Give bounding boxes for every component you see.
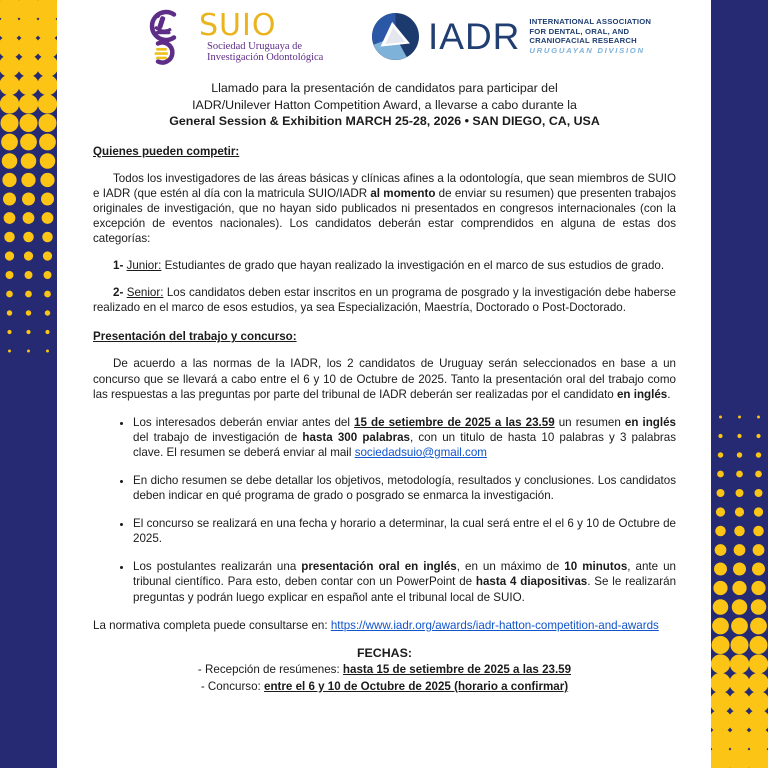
section-heading-presentation: Presentación del trabajo y concurso: bbox=[93, 330, 297, 344]
text-run: entre el 6 y 10 de Octubre de 2025 (horario a confirmar) bbox=[264, 679, 569, 693]
text-run: Los interesados deberán enviar antes del bbox=[133, 415, 355, 429]
text-run: Estudiantes de grado que hayan realizado la investigación en el marco de sus estudios de grado. bbox=[161, 259, 665, 273]
text-run: , ante un tribunal científico. Para esto, deben contar con un PowerPoint de bbox=[133, 560, 676, 589]
link[interactable]: https://www.iadr.org/awards/iadr-hatton-competition-and-awards bbox=[330, 618, 659, 632]
announcement-title-line1: Llamado para la presentación de candidatos para participar del bbox=[211, 81, 558, 95]
text-run: de enviar su resumen) que presenten trabajos originales de investigación, que no hayan sido publicados ni presentados en congresos internacionales (con la excepción de eventos nacionales). Los candidatos deberán estar comprendidos en alguna de estas dos categorías: bbox=[93, 186, 677, 245]
text-run: al momento bbox=[370, 186, 436, 200]
iadr-association-line3: CRANIOFACIAL RESEARCH bbox=[529, 36, 637, 46]
paragraph-full-rules bbox=[93, 618, 676, 633]
list-item-oral-presentation bbox=[133, 559, 676, 604]
iadr-division-label: URUGUAYAN DIVISION bbox=[529, 45, 645, 55]
text-run: Junior: bbox=[126, 259, 162, 273]
right-halftone-dots-border bbox=[711, 0, 768, 768]
paragraph-category-junior bbox=[93, 258, 676, 273]
dates-contest-line bbox=[93, 678, 676, 695]
list-item-abstract-contents bbox=[133, 473, 676, 503]
suio-acronym: SUIO bbox=[199, 7, 277, 43]
logo-header bbox=[0, 0, 768, 74]
text-run: - Concurso: bbox=[200, 679, 264, 693]
paragraph-selection-process bbox=[93, 356, 676, 401]
suio-tagline-line1: Sociedad Uruguaya de bbox=[207, 40, 303, 52]
text-run: . bbox=[667, 387, 671, 401]
paragraph-category-senior bbox=[93, 285, 676, 315]
iadr-logo-text bbox=[529, 17, 651, 56]
text-run: 1- bbox=[113, 259, 127, 273]
text-run: 2- bbox=[113, 286, 127, 300]
text-run: en inglés bbox=[624, 415, 676, 429]
text-run: Senior: bbox=[126, 286, 164, 300]
text-run: del trabajo de investigación de bbox=[133, 430, 303, 444]
iadr-logo bbox=[372, 13, 651, 60]
list-item-contest-date bbox=[133, 516, 676, 546]
suio-microscope-icon bbox=[136, 8, 194, 66]
text-run: en inglés bbox=[616, 387, 668, 401]
announcement-title-line2: IADR/Unilever Hatton Competition Award, a llevarse a cabo durante la bbox=[192, 97, 577, 112]
text-run: En dicho resumen se debe detallar los objetivos, metodología, resultados y conclusiones. Los candidatos deben indicar en qué programa de grado o posgrado se enmarca la investigación. bbox=[133, 474, 676, 503]
text-run: , con un titulo de hasta 10 palabras y 3 palabras clave. El resumen se deberá enviar al mail bbox=[133, 430, 676, 459]
text-run: hasta 15 de setiembre de 2025 a las 23.59 bbox=[342, 662, 572, 676]
text-run: un resumen bbox=[554, 415, 625, 429]
text-run: hasta 4 diapositivas bbox=[475, 575, 588, 589]
text-run: . Se le realizarán preguntas y podrán luego explicar en español ante el tribunal local de SUIO. bbox=[133, 575, 677, 604]
text-run: El concurso se realizará en una fecha y horario a determinar, la cual será entre el el 6 y 10 de Octubre de 2025. bbox=[133, 517, 676, 546]
text-run: De acuerdo a las normas de la IADR, los 2 candidatos de Uruguay serán seleccionados en base a un concurso que se llevará a cabo entre el 6 y 10 de Octubre de 2025. Tanto la presentación oral del trabajo como las respuestas a las preguntas por parte del tribunal de IADR deberán ser realizadas por el candidato bbox=[93, 357, 676, 401]
text-run: presentación oral en inglés bbox=[301, 560, 457, 574]
announcement-title-line3: General Session & Exhibition MARCH 25-28, 2026 • SAN DIEGO, CA, USA bbox=[169, 114, 600, 128]
text-run: 15 de setiembre de 2025 a las 23.59 bbox=[354, 415, 555, 429]
suio-logo bbox=[136, 8, 323, 66]
text-run: - Recepción de resúmenes: bbox=[197, 662, 343, 676]
suio-logo-text bbox=[199, 7, 324, 64]
suio-tagline-line2: Investigación Odontológica bbox=[207, 52, 324, 63]
iadr-association-line2: FOR DENTAL, ORAL, AND bbox=[529, 26, 630, 36]
text-run: Todos los investigadores de las áreas básicas y clínicas afines a la odontología, que sean miembros de SUIO e IADR (que estén al día con la matricula SUIO/IADR bbox=[93, 171, 676, 200]
announcement-body bbox=[93, 80, 676, 695]
text-run: 10 minutos bbox=[564, 560, 628, 574]
text-run: hasta 300 palabras bbox=[302, 430, 411, 444]
iadr-circle-triangle-icon bbox=[372, 13, 419, 60]
text-run: Los candidatos deben estar inscritos en un programa de posgrado y la investigación debe haberse realizado en el marco de esos estudios, ya sea Especialización, Maestría, Doctorado o Post-Doctorado. bbox=[93, 286, 677, 315]
dates-heading: FECHAS: bbox=[356, 645, 413, 660]
link[interactable]: sociedadsuio@gmail.com bbox=[354, 445, 487, 459]
text-run: , en un máximo de bbox=[456, 560, 565, 574]
dates-section bbox=[93, 645, 676, 695]
requirements-list bbox=[93, 415, 676, 605]
iadr-acronym: IADR bbox=[428, 16, 521, 57]
dates-reception-line bbox=[93, 661, 676, 678]
left-halftone-dots-border bbox=[0, 0, 57, 768]
paragraph-eligibility bbox=[93, 171, 676, 246]
section-heading-who-can-compete: Quienes pueden competir: bbox=[93, 144, 240, 158]
text-run: Los postulantes realizarán una bbox=[133, 560, 302, 574]
text-run: La normativa completa puede consultarse en: bbox=[93, 618, 331, 632]
iadr-association-line1: INTERNATIONAL ASSOCIATION bbox=[529, 17, 652, 27]
list-item-abstract-submission bbox=[133, 415, 676, 460]
